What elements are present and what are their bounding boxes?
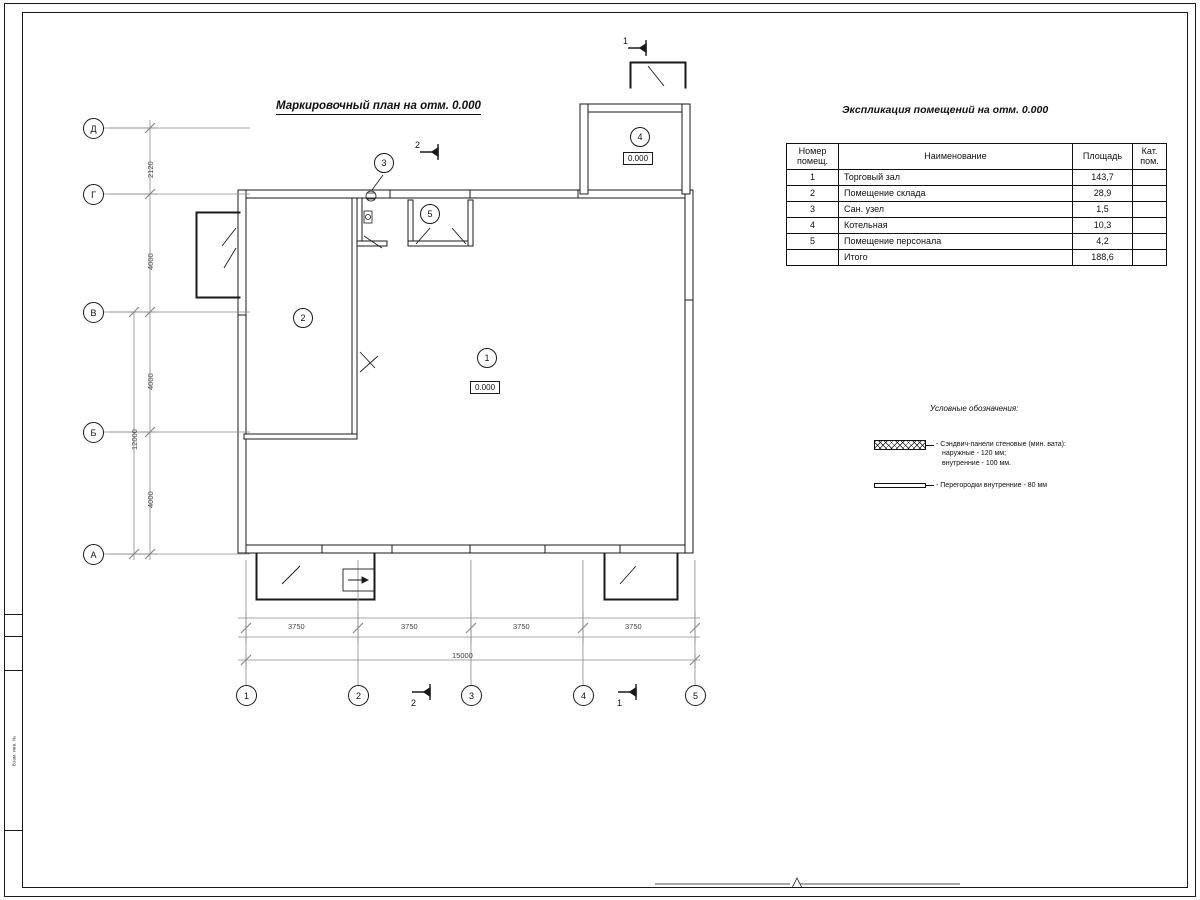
- row-category: [1133, 217, 1167, 233]
- axis-bubble-5: 5: [685, 685, 706, 706]
- legend-item-sandwich-panel: [936, 440, 1066, 468]
- row-name: Котельная: [839, 217, 1073, 233]
- row-number: 3: [787, 201, 839, 217]
- table-row: [787, 217, 1167, 233]
- axis-bubble-2: 2: [348, 685, 369, 706]
- explication-table: [786, 143, 1167, 266]
- dimension-left-1: 2120: [146, 161, 155, 178]
- dimension-left-4: 4000: [146, 491, 155, 508]
- explication-title: [842, 104, 1048, 116]
- axis-bubble-v: В: [83, 302, 104, 323]
- legend-line-1: - Сэндвич-панели стеновые (мин. вата):: [936, 441, 1066, 448]
- side-title-block: [4, 614, 23, 897]
- table-header-row: [787, 144, 1167, 170]
- table-row: [787, 185, 1167, 201]
- axis-bubble-g: Г: [83, 184, 104, 205]
- axis-bubble-1: 1: [236, 685, 257, 706]
- plan-title: [276, 100, 481, 115]
- section-label-top-1: 1: [623, 36, 629, 46]
- row-number: 1: [787, 169, 839, 185]
- legend-title: Условные обозначения:: [930, 404, 1019, 413]
- row-area: 143,7: [1073, 169, 1133, 185]
- legend-line-3: внутренние - 100 мм.: [942, 459, 1012, 467]
- axis-bubble-a: А: [83, 544, 104, 565]
- table-row: [787, 233, 1167, 249]
- side-title-cell-2: [4, 637, 23, 671]
- dimension-bottom-2: 3750: [401, 622, 418, 631]
- row-area: 188,6: [1073, 249, 1133, 265]
- row-category: [1133, 169, 1167, 185]
- row-name: Торговый зал: [839, 169, 1073, 185]
- row-number: 2: [787, 185, 839, 201]
- legend-leader-1: [926, 445, 934, 446]
- table-row-total: [787, 249, 1167, 265]
- explication-title-text: Экспликация помещений на отм. 0.000: [842, 104, 1049, 116]
- axis-bubble-b: Б: [83, 422, 104, 443]
- table-row: [787, 169, 1167, 185]
- row-category: [1133, 201, 1167, 217]
- header-category: Кат. пом.: [1133, 144, 1167, 170]
- dimension-left-total: 12000: [130, 429, 139, 450]
- legend-swatch-partition: [874, 483, 926, 488]
- dimension-bottom-total: 15000: [452, 651, 473, 660]
- axis-bubble-3: 3: [461, 685, 482, 706]
- section-label-bottom-1: 1: [617, 698, 623, 708]
- row-area: 28,9: [1073, 185, 1133, 201]
- row-name: Помещение склада: [839, 185, 1073, 201]
- row-category: [1133, 233, 1167, 249]
- row-name: Сан. узел: [839, 201, 1073, 217]
- row-category: [1133, 185, 1167, 201]
- header-name: Наименование: [839, 144, 1073, 170]
- plan-title-text: Маркировочный план на отм. 0.000: [276, 100, 481, 115]
- room-number-2: 2: [293, 308, 313, 328]
- legend-item-partition: [936, 481, 1047, 490]
- axis-bubble-d: Д: [83, 118, 104, 139]
- side-title-text: Взам. инв. №: [11, 735, 16, 766]
- room-number-3: 3: [374, 153, 394, 173]
- elevation-tag-boiler: 0.000: [623, 152, 653, 165]
- row-number: 5: [787, 233, 839, 249]
- room-number-1: 1: [477, 348, 497, 368]
- section-label-top-2: 2: [415, 140, 421, 150]
- row-name: Итого: [839, 249, 1073, 265]
- header-number: Номер помещ.: [787, 144, 839, 170]
- side-title-cell-1: [4, 615, 23, 637]
- section-label-bottom-2: 2: [411, 698, 417, 708]
- room-number-5: 5: [420, 204, 440, 224]
- legend-line-1: - Перегородки внутренние - 80 мм: [936, 482, 1048, 489]
- dimension-bottom-4: 3750: [625, 622, 642, 631]
- dimension-bottom-1: 3750: [288, 622, 305, 631]
- legend-line-2: наружные - 120 мм;: [942, 450, 1007, 458]
- row-area: 10,3: [1073, 217, 1133, 233]
- row-area: 4,2: [1073, 233, 1133, 249]
- row-category: [1133, 249, 1167, 265]
- side-title-cell-3: [4, 671, 23, 831]
- dimension-bottom-3: 3750: [513, 622, 530, 631]
- axis-bubble-4: 4: [573, 685, 594, 706]
- legend-swatch-sandwich-panel: [874, 440, 926, 450]
- header-area: Площадь: [1073, 144, 1133, 170]
- table-row: [787, 201, 1167, 217]
- row-name: Помещение персонала: [839, 233, 1073, 249]
- legend-leader-2: [926, 485, 934, 486]
- room-number-4: 4: [630, 127, 650, 147]
- row-area: 1,5: [1073, 201, 1133, 217]
- dimension-left-3: 4000: [146, 373, 155, 390]
- elevation-tag-main: 0.000: [470, 381, 500, 394]
- row-number: [787, 249, 839, 265]
- row-number: 4: [787, 217, 839, 233]
- dimension-left-2: 4000: [146, 253, 155, 270]
